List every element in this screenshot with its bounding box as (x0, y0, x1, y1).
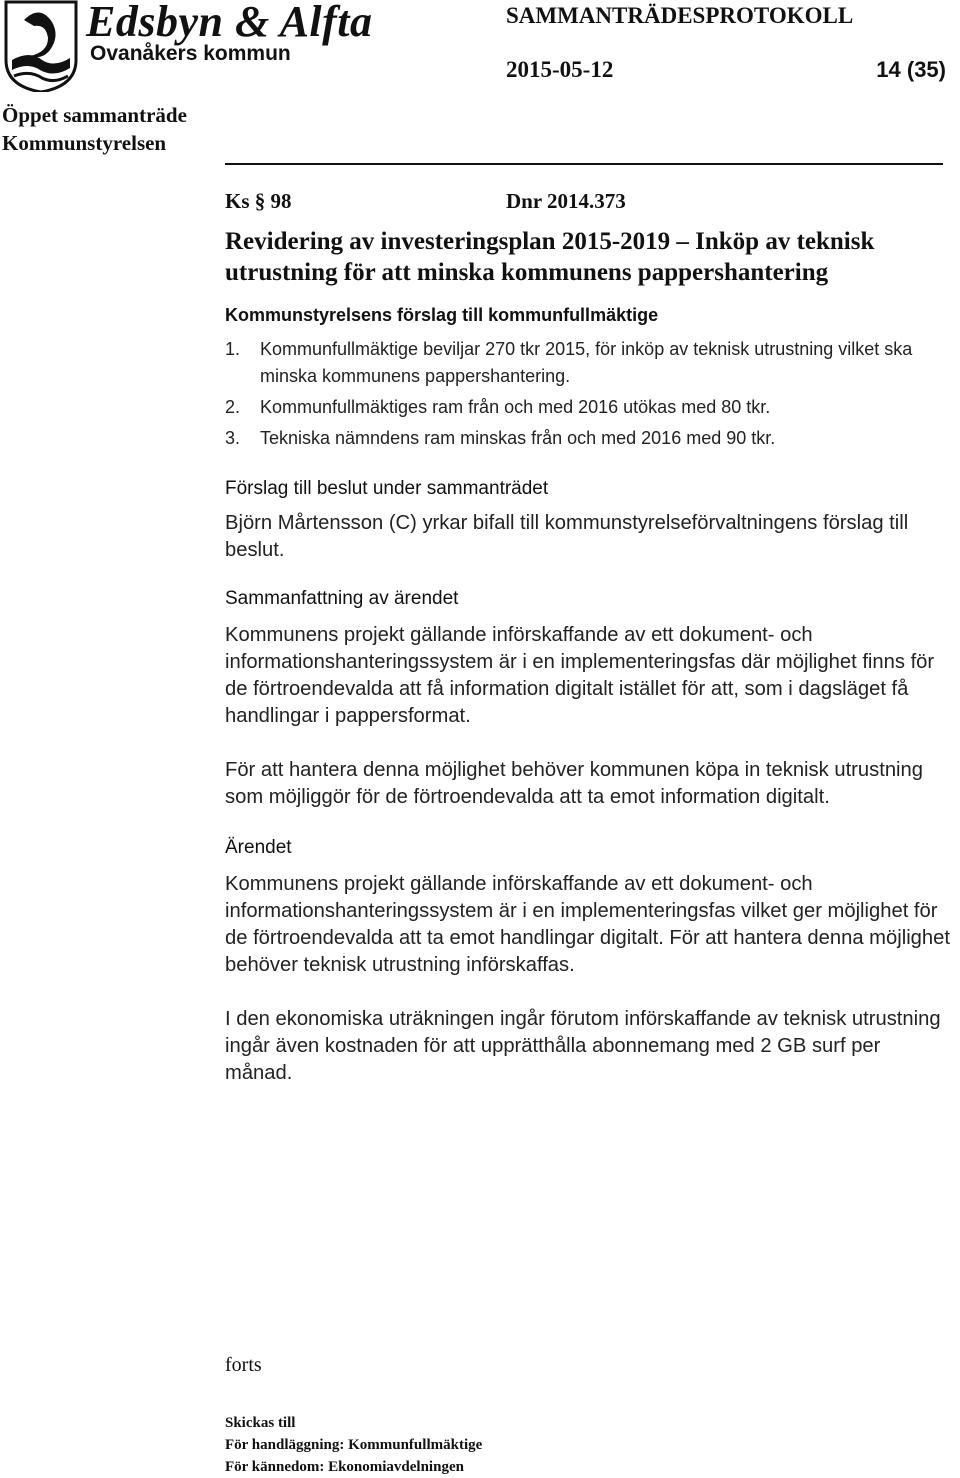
registration-number: Dnr 2014.373 (506, 188, 626, 213)
list-item-number: 1. (225, 339, 241, 359)
page-number: 14 (35) (876, 57, 946, 82)
distribution-handling: För handläggning: Kommunfullmäktige (225, 1437, 483, 1453)
summary-paragraph-1: Kommunens projekt gällande införskaffande av ett dokument- och informationshanteringssystem är i en implementeringsfas där möjlighet finns för de förtroendevalda att få information digitalt istället för att, som i dagsläget få handlingar i pappersformat. (225, 624, 935, 727)
summary-heading: Sammanfattning av ärendet (225, 588, 459, 609)
list-item-number: 3. (225, 428, 241, 448)
list-item-text: Kommunfullmäktige beviljar 270 tkr 2015, för inköp av teknisk utrustning vilket ska minska kommunens pappershantering. (260, 339, 913, 386)
matter-paragraph-1: Kommunens projekt gällande införskaffande av ett dokument- och informationshanteringssystem är i en implementeringsfas vilket ger möjlighet för de förtroendevalda att ta emot handlingar digitalt. För att hantera denna möjlighet behöver teknisk utrustning införskaffas. (225, 873, 950, 976)
case-reference (225, 186, 953, 216)
list-item-number: 2. (225, 397, 241, 417)
municipality-logo (0, 0, 380, 95)
document-body (225, 186, 953, 1087)
header-divider (225, 163, 943, 165)
swan-emblem-icon (0, 0, 84, 92)
section-number: Ks § 98 (225, 188, 292, 213)
matter-paragraph-2: I den ekonomiska uträkningen ingår förutom införskaffande av teknisk utrustning ingår även kostnaden för att upprätthålla abonnemang med 2 GB surf per månad. (225, 1008, 941, 1084)
list-item-text: Kommunfullmäktiges ram från och med 2016 utökas med 80 tkr. (260, 397, 771, 417)
decision-heading: Förslag till beslut under sammanträdet (225, 478, 549, 499)
logo-title: Edsbyn & Alfta (86, 0, 373, 46)
governing-body: Kommunstyrelsen (2, 131, 167, 155)
proposal-list (225, 336, 953, 452)
logo-subtitle: Ovanåkers kommun (90, 42, 291, 65)
distribution-heading: Skickas till (225, 1415, 296, 1431)
meeting-date: 2015-05-12 (506, 57, 614, 82)
distribution-list (225, 1412, 482, 1478)
list-item-text: Tekniska nämndens ram minskas från och med 2016 med 90 tkr. (260, 428, 776, 448)
document-type: SAMMANTRÄDESPROTOKOLL (506, 3, 854, 28)
continued-marker: forts (225, 1354, 262, 1376)
summary-paragraph-2: För att hantera denna möjlighet behöver kommunen köpa in teknisk utrustning som möjliggör för de förtroendevalda att ta emot information digitalt. (225, 759, 923, 808)
proposal-heading: Kommunstyrelsens förslag till kommunfullmäktige (225, 305, 659, 325)
distribution-info: För kännedom: Ekonomiavdelningen (225, 1459, 464, 1475)
list-item (225, 336, 953, 390)
case-title: Revidering av investeringsplan 2015-2019 – Inköp av teknisk utrustning för att minska kommunens pappershantering (225, 228, 875, 286)
list-item (225, 394, 953, 421)
decision-text: Björn Mårtensson (C) yrkar bifall till kommunstyrelseförvaltningens förslag till beslut. (225, 512, 909, 561)
matter-heading: Ärendet (225, 837, 292, 858)
list-item (225, 425, 953, 452)
meeting-type: Öppet sammanträde (2, 103, 187, 127)
